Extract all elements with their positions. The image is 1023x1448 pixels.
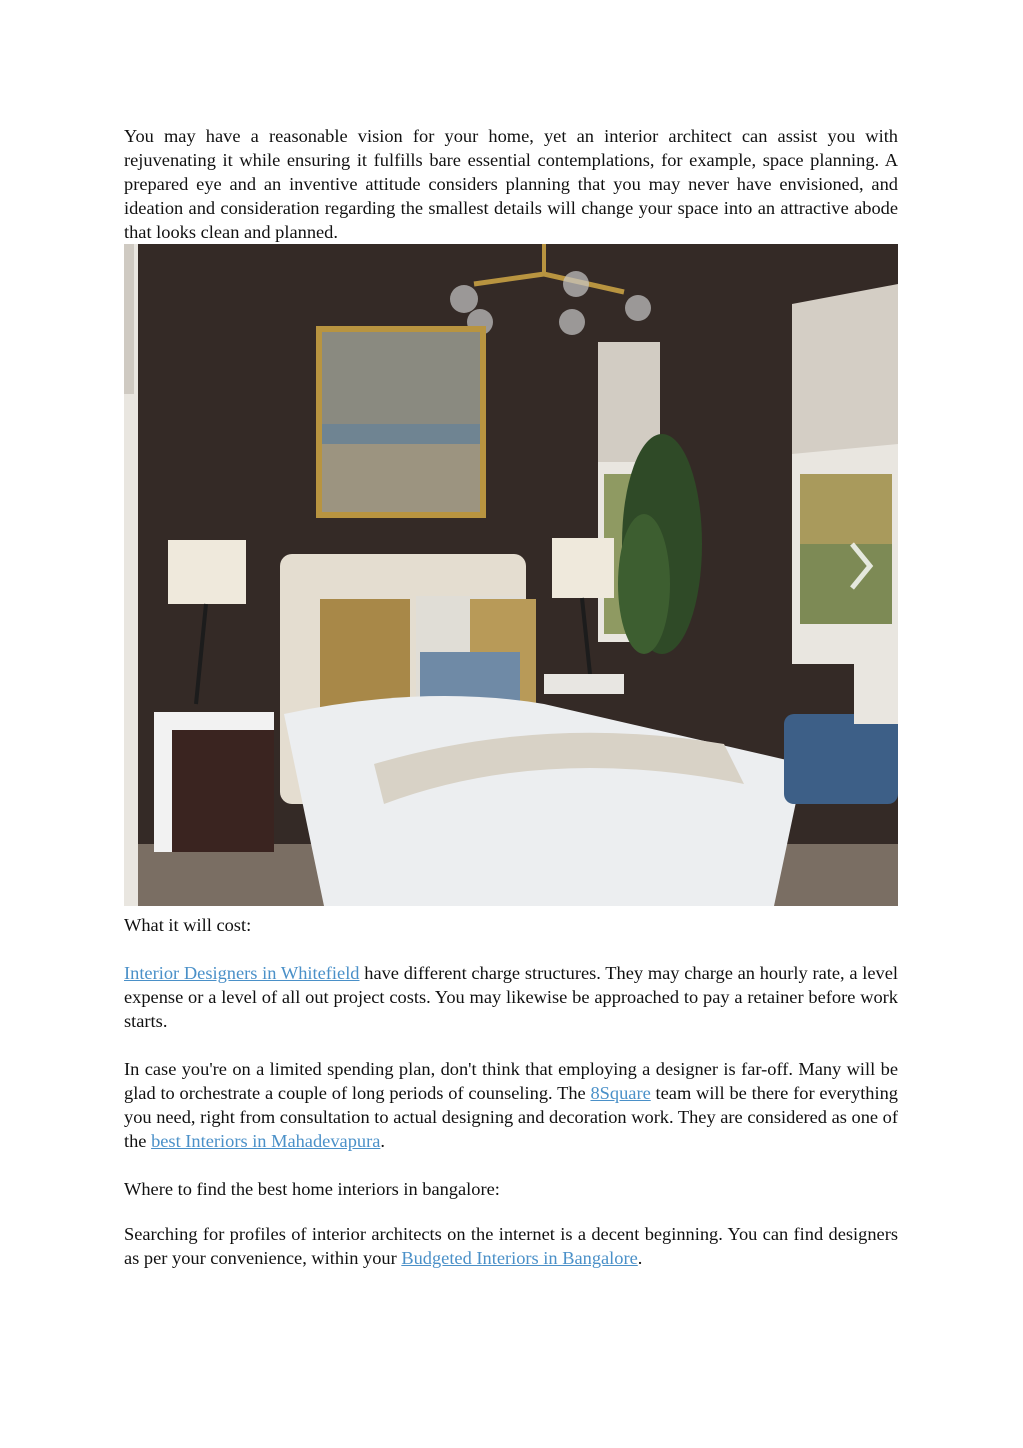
cost-p1-text: have different charge structures. They may charge an hourly rate, a level expense or a level of all out project costs. You may likewise be approached to pay a retainer before work starts. xyxy=(124,963,899,1031)
cost-p2-text-2: team will be there for everything you need, right from consultation to actual designing and decoration work. They are considered as one of the xyxy=(124,1083,898,1151)
where-p-text: Searching for profiles of interior architects on the internet is a decent beginning. You can find designers as per your convenience, within your xyxy=(124,1224,898,1268)
cost-p2-end: . xyxy=(380,1131,385,1151)
where-p-end: . xyxy=(637,1248,643,1268)
where-paragraph xyxy=(124,1222,898,1270)
cost-paragraph-2 xyxy=(124,1057,898,1153)
link-8square[interactable]: 8Square xyxy=(590,1083,651,1103)
cost-heading: What it will cost: xyxy=(124,915,252,935)
link-best-interiors-mahadevapura[interactable]: best Interiors in Mahadevapura xyxy=(151,1131,381,1151)
link-budgeted-interiors-bangalore[interactable]: Budgeted Interiors in Bangalore xyxy=(401,1248,638,1268)
link-interior-designers-whitefield[interactable]: Interior Designers in Whitefield xyxy=(124,963,360,983)
bedroom-photo xyxy=(124,244,898,906)
where-heading: Where to find the best home interiors in bangalore: xyxy=(124,1179,500,1199)
cost-p2-text-1: In case you're on a limited spending plan, don't think that employing a designer is far-off. Many will be glad to orchestrate a couple of long periods of counseling. The xyxy=(124,1059,898,1103)
cost-paragraph-1 xyxy=(124,961,898,1033)
intro-paragraph: You may have a reasonable vision for your home, yet an interior architect can assist you with rejuvenating it while ensuring it fulfills bare essential contemplations, for example, space planning. A prepared eye and an inventive attitude considers planning that you may never have envisioned, and ideation and consideration regarding the smallest details will change your space into an attractive abode that looks clean and planned. xyxy=(124,126,898,242)
